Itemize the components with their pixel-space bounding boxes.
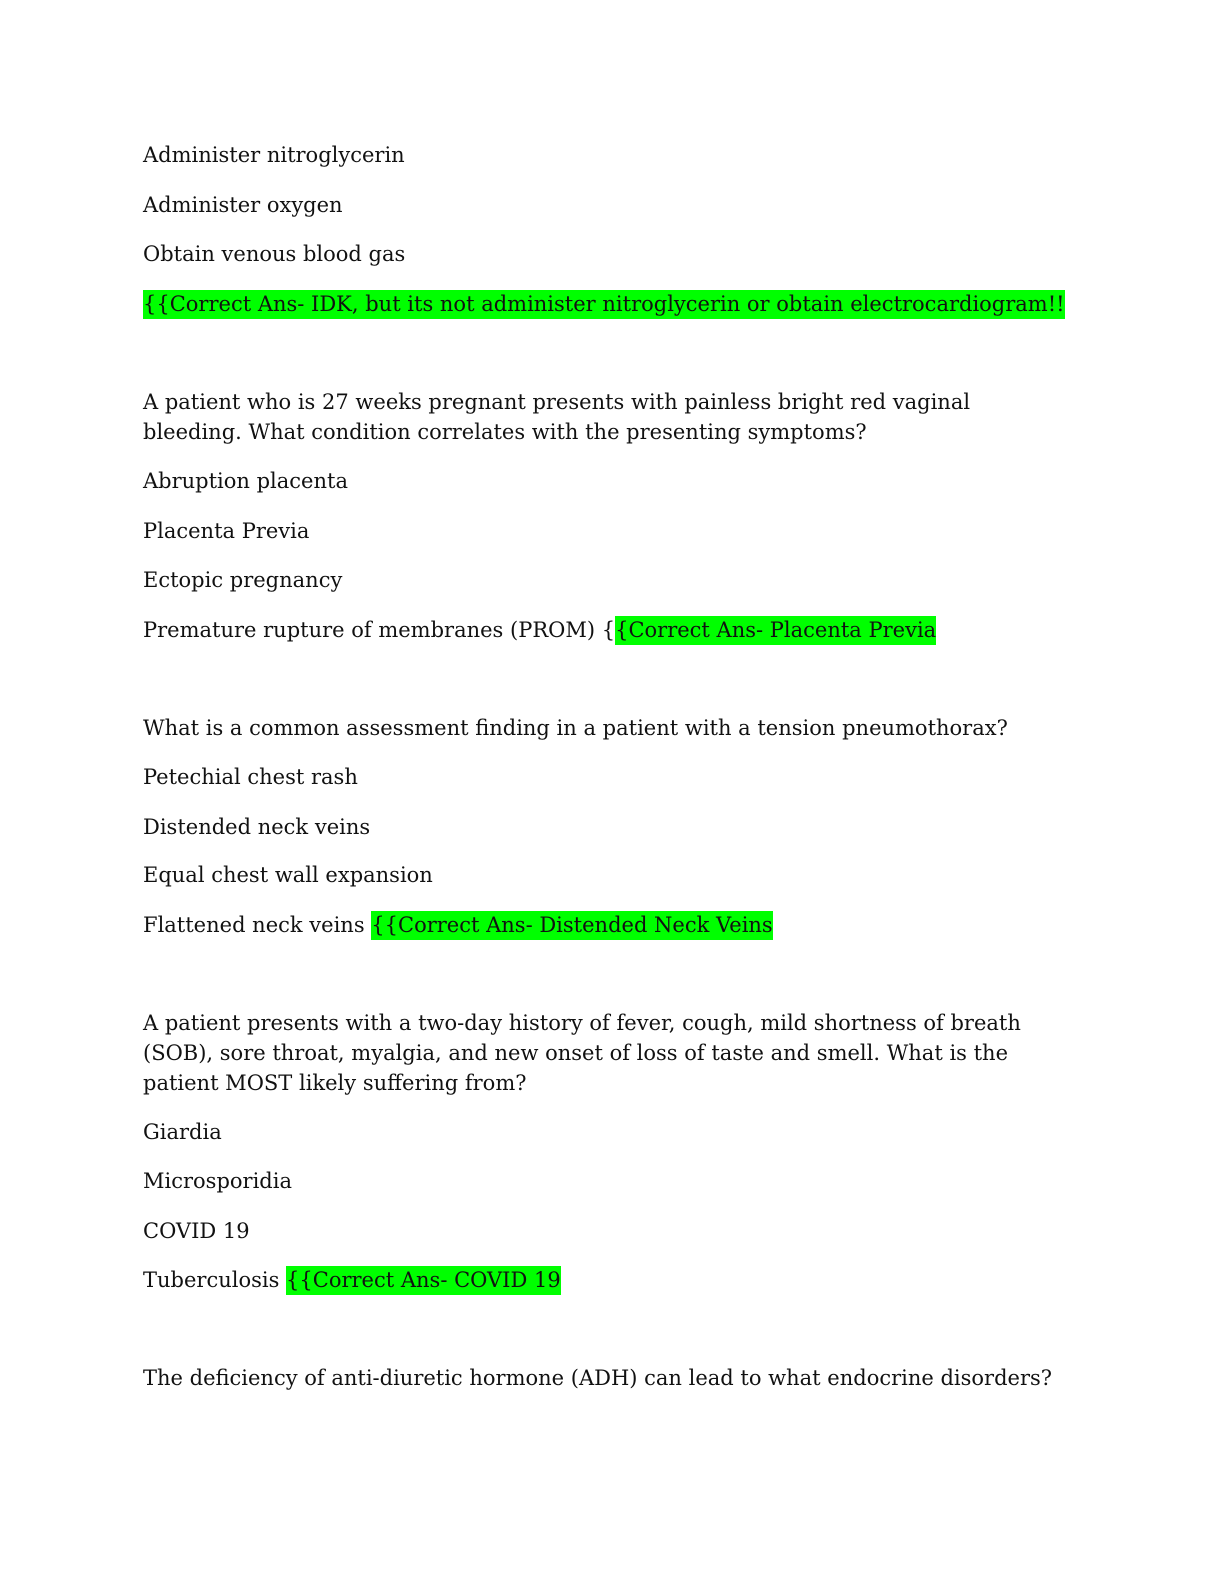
answer-line	[143, 910, 773, 940]
option-text: Placenta Previa	[143, 519, 310, 543]
option-text: Distended neck veins	[143, 815, 371, 839]
correct-answer-highlight: {{Correct Ans- Distended Neck Veins	[371, 911, 772, 940]
question-text: The deficiency of anti-diuretic hormone (ADH) can lead to what endocrine disorders?	[143, 1366, 1053, 1390]
option-text: Administer nitroglycerin	[143, 143, 405, 167]
option-text: Administer oxygen	[143, 193, 343, 217]
answer-line	[143, 615, 936, 645]
option-text: Obtain venous blood gas	[143, 242, 406, 266]
answer-line	[143, 289, 1065, 319]
option-text: Giardia	[143, 1120, 222, 1144]
option-text: Petechial chest rash	[143, 765, 358, 789]
option-text: COVID 19	[143, 1219, 250, 1243]
correct-answer-highlight: {Correct Ans- Placenta Previa	[615, 616, 936, 645]
answer-line	[143, 1265, 561, 1295]
option-text: Abruption placenta	[143, 469, 348, 493]
option-text: Flattened neck veins	[143, 913, 372, 937]
option-text: Tuberculosis	[143, 1268, 287, 1292]
option-text: Equal chest wall expansion	[143, 863, 433, 887]
option-text: Premature rupture of membranes (PROM) {	[143, 618, 616, 642]
option-text: Ectopic pregnancy	[143, 568, 343, 592]
question-text: A patient presents with a two-day history of fever, cough, mild shortness of breath (SOB), sore throat, myalgia, and new onset of loss of taste and smell. What is the patient MOST likely suffering from?	[143, 1011, 1021, 1095]
correct-answer-highlight: {{Correct Ans- COVID 19	[286, 1266, 561, 1295]
option-text: Microsporidia	[143, 1169, 292, 1193]
question-text: A patient who is 27 weeks pregnant presents with painless bright red vaginal bleeding. What condition correlates with the presenting symptoms?	[143, 390, 971, 444]
correct-answer-highlight: {{Correct Ans- IDK, but its not administer nitroglycerin or obtain electrocardiogram!!	[143, 290, 1065, 319]
question-text: What is a common assessment finding in a patient with a tension pneumothorax?	[143, 716, 1008, 740]
